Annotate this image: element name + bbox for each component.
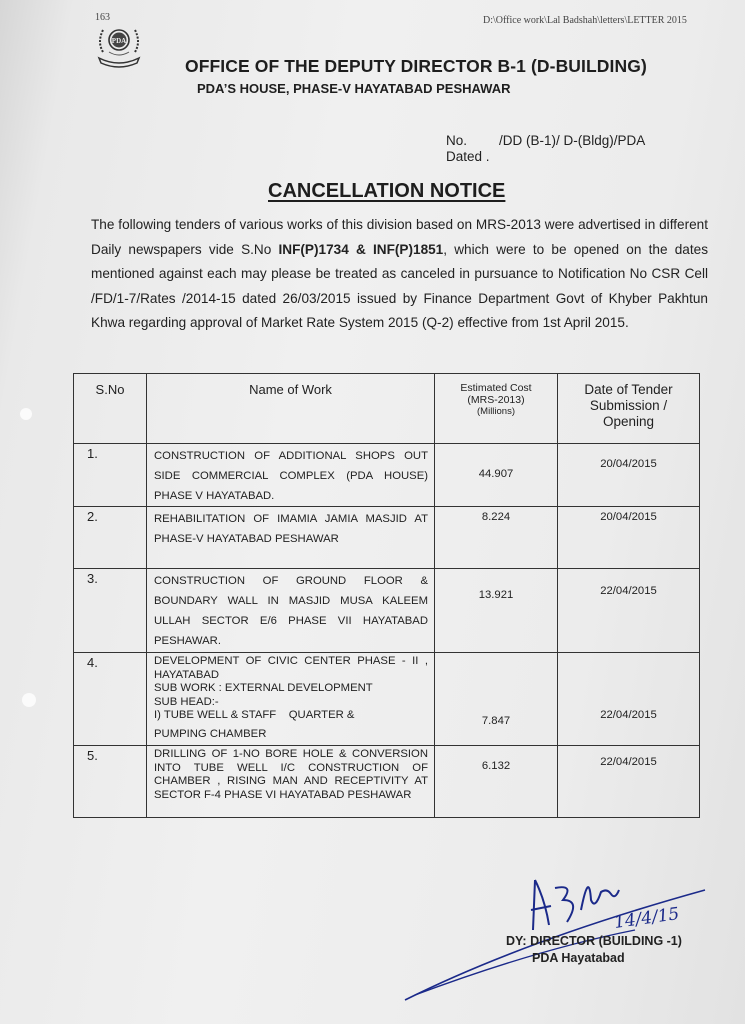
- row-tender-date: 22/04/2015: [558, 569, 700, 653]
- row-name-of-work: CONSTRUCTION OF ADDITIONAL SHOPS OUT SIDE COMMERCIAL COMPLEX (PDA HOUSE) PHASE V HAYATABAD.: [147, 444, 435, 507]
- notice-text-part2: , which were to be opened on the dates mentioned against each may please be treated as canceled in pursuance to Notification No CSR Cell /FD/1-7/Rates /2014-15 dated 26/03/2015 issued by Finance Department Govt of Khyber Pakhtun Khwa regarding approval of Market Rate System 2015 (Q-2) effective from 1st April 2015.: [91, 241, 708, 330]
- row-estimated-cost: 13.921: [435, 569, 558, 653]
- table-row: [74, 444, 700, 507]
- page-number: 163: [95, 12, 110, 23]
- header-date-line3: Opening: [602, 414, 655, 429]
- table-row: [74, 507, 700, 569]
- header-estimated-cost: [435, 374, 558, 444]
- row-name-of-work: DRILLING OF 1-NO BORE HOLE & CONVERSION INTO TUBE WELL I/C CONSTRUCTION OF CHAMBER , RISING MAN AND RECEPTIVITY AT SECTOR F-4 PHASE VI HAYATABAD PESHAWAR: [147, 746, 435, 818]
- row-sno: 3.: [74, 569, 147, 653]
- pda-emblem-icon: [93, 22, 145, 68]
- header-cost-line2: (MRS-2013): [467, 394, 525, 406]
- page-title: CANCELLATION NOTICE: [268, 180, 506, 202]
- row-sno: 4.: [74, 653, 147, 746]
- office-address: PDA’S HOUSE, PHASE-V HAYATABAD PESHAWAR: [197, 81, 511, 96]
- reference-no-value: /DD (B-1)/ D-(Bldg)/PDA: [499, 133, 646, 148]
- signature-date: 14/4/15: [612, 904, 681, 933]
- row-name-of-work: CONSTRUCTION OF GROUND FLOOR & BOUNDARY WALL IN MASJID MUSA KALEEM ULLAH SECTOR E/6 PHASE VII HAYATABAD PESHAWAR.: [147, 569, 435, 653]
- signatory-organization: PDA Hayatabad: [532, 951, 625, 965]
- row-estimated-cost: 7.847: [435, 653, 558, 746]
- row-estimated-cost: 6.132: [435, 746, 558, 818]
- table-row: [74, 746, 700, 818]
- row-tender-date: 20/04/2015: [558, 444, 700, 507]
- row-sno: 5.: [74, 746, 147, 818]
- row-name-line: PUMPING CHAMBER: [154, 727, 267, 740]
- row-name-line: DEVELOPMENT OF CIVIC CENTER PHASE - II , HAYATABAD: [154, 655, 428, 681]
- reference-no-label: No.: [446, 133, 468, 148]
- row-estimated-cost: 44.907: [435, 444, 558, 507]
- row-tender-date: 22/04/2015: [558, 746, 700, 818]
- logo-text: PDA: [111, 37, 127, 45]
- row-name-of-work: REHABILITATION OF IMAMIA JAMIA MASJID AT PHASE-V HAYATABAD PESHAWAR: [147, 507, 435, 569]
- row-name-line: SUB WORK : EXTERNAL DEVELOPMENT: [154, 682, 373, 694]
- works-table: [73, 373, 700, 818]
- punch-hole-bottom: [22, 693, 36, 707]
- row-sno: 1.: [74, 444, 147, 507]
- row-name-line: SUB HEAD:-: [154, 695, 219, 708]
- header-cost-line3: (Millions): [477, 406, 515, 417]
- notice-text-part1: The following tenders of various works of this division based on MRS-2013 were advertised in different Daily newspapers vide S.No: [91, 217, 708, 257]
- row-tender-date: 20/04/2015: [558, 507, 700, 569]
- header-date-line2: Submission /: [589, 398, 668, 413]
- row-estimated-cost: 8.224: [435, 507, 558, 569]
- office-heading: OFFICE OF THE DEPUTY DIRECTOR B-1 (D-BUILDING): [185, 56, 647, 76]
- table-row: [74, 569, 700, 653]
- header-sno: S.No: [74, 374, 147, 444]
- row-name-line: I) TUBE WELL & STAFF QUARTER &: [154, 709, 355, 721]
- row-sno: 2.: [74, 507, 147, 569]
- notice-reference-numbers: INF(P)1734 & INF(P)1851: [278, 241, 444, 257]
- header-name-of-work: Name of Work: [147, 374, 435, 444]
- header-date-line1: Date of Tender: [584, 382, 673, 397]
- reference-block: [446, 133, 645, 165]
- punch-hole-top: [20, 408, 32, 420]
- table-header-row: [74, 374, 700, 444]
- row-tender-date: 22/04/2015: [558, 653, 700, 746]
- header-tender-date: [558, 374, 700, 444]
- file-path: D:\Office work\Lal Badshah\letters\LETTER 2015: [483, 15, 687, 26]
- notice-paragraph: [91, 213, 708, 336]
- row-name-of-work: [147, 653, 435, 746]
- signatory-title: DY: DIRECTOR (BUILDING -1): [506, 934, 682, 948]
- header-cost-line1: Estimated Cost: [460, 382, 532, 394]
- table-row: [74, 653, 700, 746]
- reference-dated-label: Dated .: [446, 149, 490, 164]
